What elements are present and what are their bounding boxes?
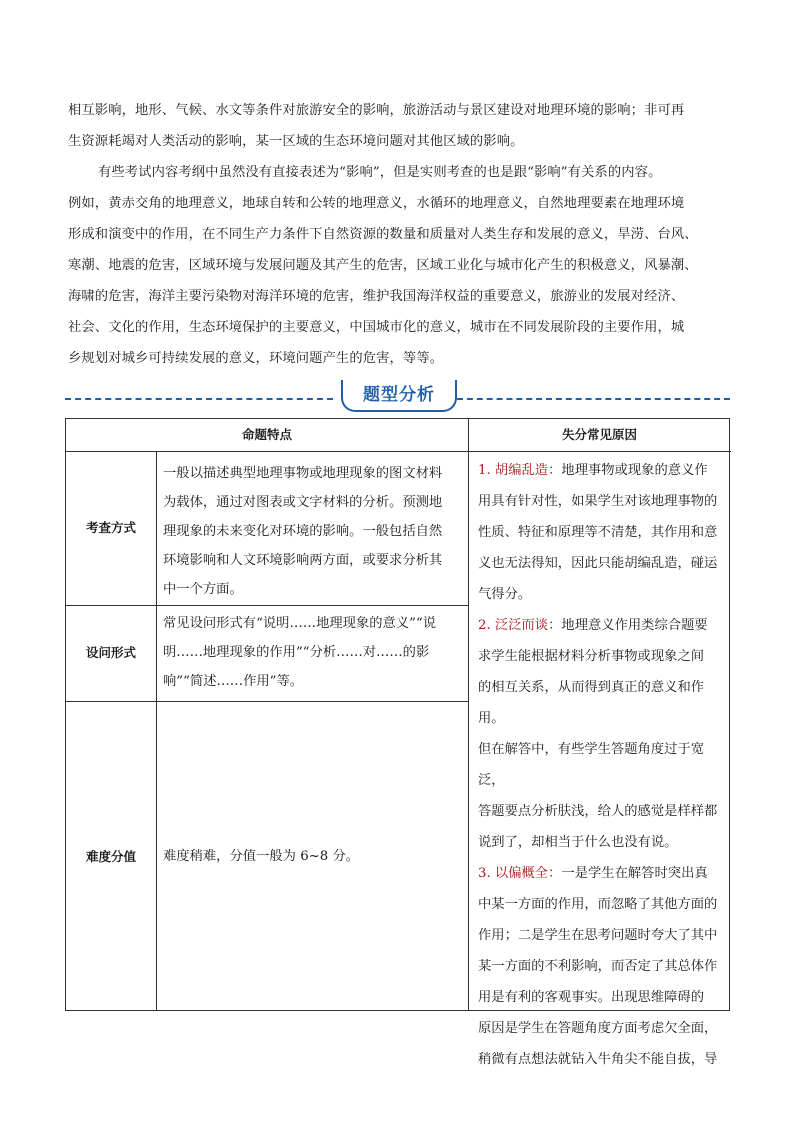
text-line: 例如，黄赤交角的地理意义，地球自转和公转的地理意义，水循环的地理意义，自然地理要素在地理环境 [68,196,685,211]
content-line: 中一个方面。 [163,582,243,597]
reason-line: 作用；二是学生在思考问题时夸大了其中 [478,928,718,943]
intro-paragraph-2 [68,157,748,374]
reason-line: 用具有针对性，如果学生对该地理事物的 [478,494,718,509]
reason-text: 一是学生在解答时突出真 [561,866,708,881]
section-title-tab [341,380,457,412]
reason-line: 性质、特征和原理等不清楚，其作用和意 [478,525,718,540]
row-content [156,451,468,605]
row-content [156,701,468,1012]
reason-line: 气得分。 [478,587,532,602]
reason-name: 胡编乱造： [494,463,562,478]
reason-item [478,610,728,858]
reason-line: 说到了，却相当于什么也没有说。 [478,835,678,850]
intro-paragraph-1 [68,95,748,157]
reasons-column [468,451,731,1067]
reason-line: 求学生能根据材料分析事物或现象之间 [478,649,705,664]
row-label: 难度分值 [85,849,136,864]
reason-line: 用是有利的客观事实。出现思维障碍的 [478,990,705,1005]
reason-text: 地理事物或现象的意义作 [561,463,708,478]
reason-number: 2. [478,618,491,633]
text-line: 生资源耗竭对人类活动的影响，某一区域的生态环境问题对其他区域的影响。 [68,134,524,149]
row-label: 考查方式 [85,520,136,535]
content-line: 难度稍难，分值一般为 6~8 分。 [163,849,360,864]
content-line: 明……地理现象的作用”“分析……对……的影 [163,645,430,660]
analysis-table [65,418,730,1067]
reason-name: 泛泛而谈： [494,618,562,633]
reason-number: 3. [478,866,491,881]
reason-item [478,455,728,610]
row-label: 设问形式 [85,645,136,660]
content-line: 常见设问形式有“说明……地理现象的意义”“说 [163,616,437,631]
content-line: 环境影响和人文环境影响两方面，或要求分析其 [163,553,443,568]
text-line: 社会、文化的作用，生态环境保护的主要意义，中国城市化的意义，城市在不同发展阶段的主要作用，城 [68,320,685,335]
reason-name: 以偏概全： [494,866,562,881]
reason-line: 中某一方面的作用，而忽略了其他方面的 [478,897,718,912]
text-line: 寒潮、地震的危害，区域环境与发展问题及其产生的危害，区域工业化与城市化产生的积极意义，风暴潮、 [68,258,698,273]
section-banner [65,380,730,416]
reason-line: 原因是学生在答题角度方面考虑欠全面， [478,1021,718,1036]
reason-line: 答题要点分析肤浅，给人的感觉是样样都 [478,804,718,819]
text-line: 形成和演变中的作用，在不同生产力条件下自然资源的数量和质量对人类生存和发展的意义，旱涝、台风、 [68,227,698,242]
reason-number: 1. [478,463,491,478]
dashed-divider-right [457,398,730,400]
reason-text: 地理意义作用类综合题要 [561,618,708,633]
text-line: 乡规划对城乡可持续发展的意义，环境问题产生的危害，等等。 [68,351,444,366]
reason-line: 但在解答中，有些学生答题角度过于宽泛， [478,742,705,788]
content-line: 一般以描述典型地理事物或地理现象的图文材料 [163,466,443,481]
reason-line: 某一方面的不利影响，而否定了其总体作 [478,959,718,974]
content-line: 理现象的未来变化对环境的影响。一般包括自然 [163,524,443,539]
dashed-divider-left [65,398,333,400]
header-features: 命题特点 [241,427,292,442]
reason-line: 义也无法得知，因此只能胡编乱造，碰运 [478,556,718,571]
text-line: 海啸的危害，海洋主要污染物对海洋环境的危害，维护我国海洋权益的重要意义，旅游业的发展对经济、 [68,289,685,304]
row-content [156,605,468,701]
section-title: 题型分析 [363,385,435,405]
reason-line: 稍微有点想法就钻入牛角尖不能自拔，导 [478,1052,718,1067]
reason-item [478,858,728,1075]
header-reasons: 失分常见原因 [561,427,637,442]
content-line: 为载体，通过对图表或文字材料的分析。预测地 [163,495,443,510]
text-line: 有些考试内容考纲中虽然没有直接表述为“影响”，但是实则考查的也是跟“影响”有关系的内容。 [98,165,662,180]
text-line: 相互影响，地形、气候、水文等条件对旅游安全的影响，旅游活动与景区建设对地理环境的影响；非可再 [68,103,685,118]
reason-line: 的相互关系，从而得到真正的意义和作用。 [478,680,705,726]
content-line: 响”“简述……作用”等。 [163,674,304,689]
